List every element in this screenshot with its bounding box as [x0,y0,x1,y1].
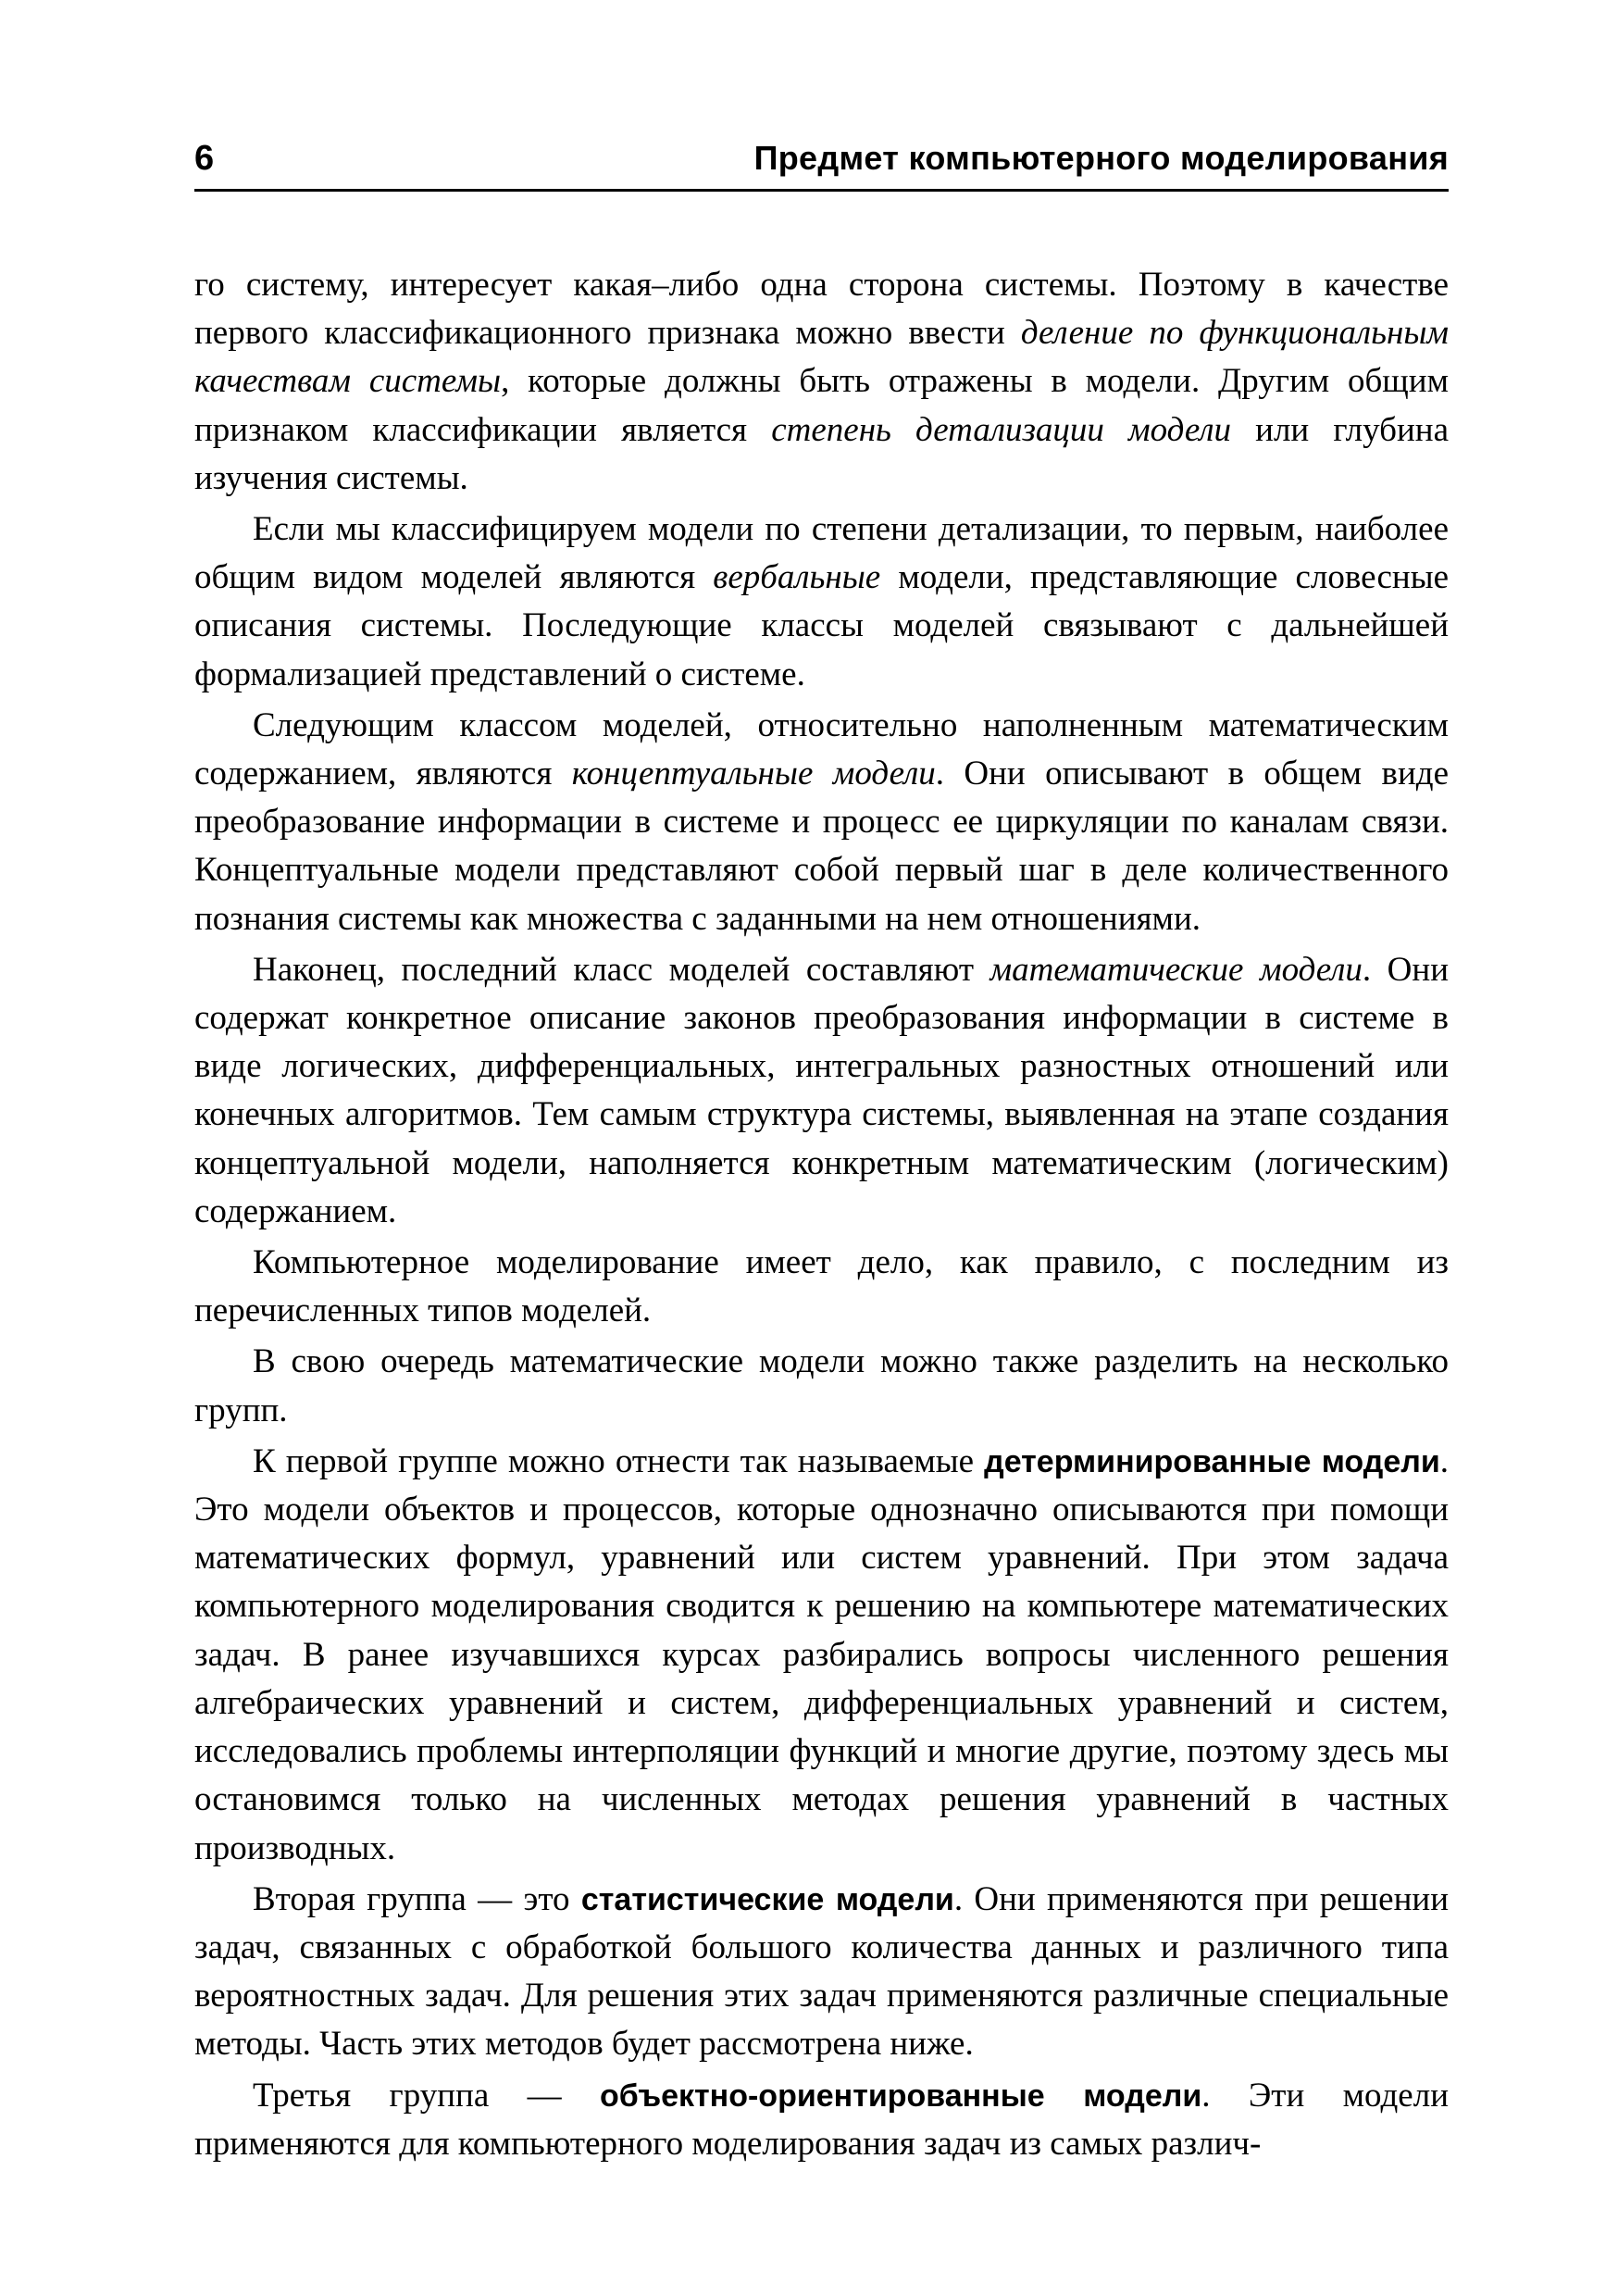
paragraph-4-text-c: . Они содержат конкретное описание законов преобразования информации в системе в виде логических, дифференциальных, интегральных разностных отношений или конечных алгоритмов. Тем самым структура системы, выявленная на этапе создания концептуальной модели, наполняется конкретным математическим (логическим) содержанием. [194,950,1450,1230]
running-title: Предмет компьютерного моделирования [753,139,1449,177]
paragraph-1-text-c: , которые должны быть отражены в модели. Другим общим признаком классификации является [194,362,1449,449]
paragraph-8 [194,1876,1449,2069]
page-number: 6 [194,139,215,178]
paragraph-3-text-c: . Они описывают в общем виде преобразование информации в системе и процесс ее циркуляции по каналам связи. Концептуальные модели представляют собой первый шаг в деле количественного познания системы как множества с заданными на нем отношениями. [194,755,1449,938]
paragraph-2-emphasis-verbal: вербальные [713,558,881,597]
paragraph-1-emphasis-detail: степень детализации модели [771,410,1231,449]
paragraph-9-text-a: Третья группа — [253,2076,600,2115]
paragraph-1-text-a: го систему, интересует какая–либо одна сторона системы. Поэтому в качестве первого классификационного признака можно ввести [194,266,1449,353]
paragraph-4-emphasis-mathematical: математические модели [989,950,1363,989]
paragraph-8-text-a: Вторая группа — это [253,1879,581,1918]
paragraph-5 [194,1239,1449,1335]
paragraph-9 [194,2072,1449,2168]
paragraph-6 [194,1338,1449,1434]
paragraph-4-text-a: Наконец, последний класс моделей составляют [253,950,990,989]
body-text [194,261,1449,2171]
paragraph-9-term-object-oriented: объектно-ориентированные модели [600,2078,1202,2114]
paragraph-2 [194,505,1449,699]
paragraph-8-term-statistical: статистические модели [580,1881,954,1917]
paragraph-1 [194,261,1449,503]
paragraph-1-emphasis-functional: деление по функциональным качествам системы [194,314,1449,401]
paragraph-3-emphasis-conceptual: концептуальные модели [571,755,936,793]
paragraph-2-text-a: Если мы классифицируем модели по степени детализации, то первым, наиболее общим видом моделей являются [194,510,1449,597]
paragraph-2-text-c: модели, представляющие словесные описания системы. Последующие классы моделей связывают с дальнейшей формализацией представлений о системе. [194,558,1449,693]
paragraph-5-text: Компьютерное моделирование имеет дело, как правило, с последним из перечисленных типов моделей. [194,1243,1449,1330]
paragraph-7-text-c: . Это модели объектов и процессов, которые однозначно описываются при помощи математических формул, уравнений или систем уравнений. При этом задача компьютерного моделирования сводится к решению на компьютере математических задач. В ранее изучавшихся курсах разбирались вопросы численного решения алгебраических уравнений и систем, дифференциальных уравнений и систем, исследовались проблемы интерполяции функций и многие другие, поэтому здесь мы остановимся только на численных методах решения уравнений в частных производных. [194,1441,1449,1867]
paragraph-7-text-a: К первой группе можно отнести так называемые [253,1441,985,1480]
paragraph-7-term-deterministic: детерминированные модели [984,1443,1440,1479]
paragraph-3 [194,702,1449,943]
paragraph-3-text-a: Следующим классом моделей, относительно наполненным математическим содержанием, являются [194,705,1449,793]
paragraph-7 [194,1438,1449,1873]
paragraph-6-text: В свою очередь математические модели можно также разделить на несколько групп. [194,1342,1449,1429]
paragraph-4 [194,946,1449,1236]
paragraph-8-text-c: . Они применяются при решении задач, связанных с обработкой большого количества данных и различного типа вероятностных задач. Для решения этих задач применяются различные специальные методы. Часть этих методов будет рассмотрена ниже. [194,1879,1449,2064]
paragraph-1-text-e: или глубина изучения системы. [194,410,1450,497]
paragraph-9-text-c: . Эти модели применяются для компьютерного моделирования задач из самых различ- [194,2076,1449,2163]
page-header [194,137,1449,192]
